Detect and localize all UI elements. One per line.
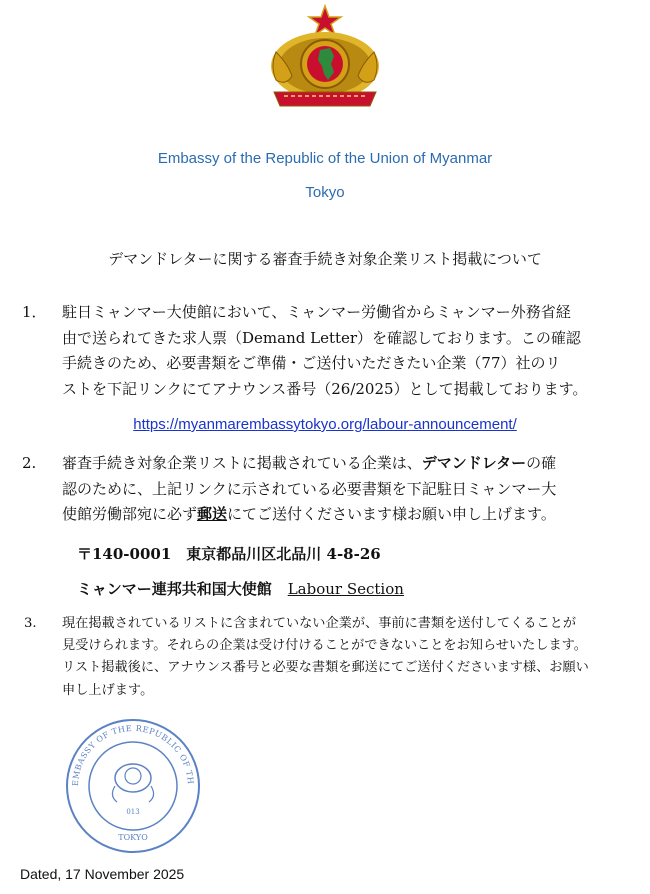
text-run: 審査手続き対象企業リストに掲載されている企業は、 [62, 454, 422, 472]
paragraph-line: 現在掲載されているリストに含まれていない企業が、事前に書類を送付してくることが [62, 616, 577, 631]
announcement-link[interactable]: https://myanmarembassytokyo.org/labour-announcement/ [133, 416, 517, 433]
text-run: の確 [526, 454, 557, 472]
official-stamp-icon [58, 714, 208, 854]
state-seal-icon [260, 0, 390, 128]
text-run: 使館労働部宛に必ず [62, 505, 198, 523]
paragraph-line: 由で送られてきた求人票（Demand Letter）を確認しております。この確認 [62, 328, 581, 347]
state-emblem [260, 0, 390, 128]
paragraph-line: 認のために、上記リンクに示されている必要書類を下記駐日ミャンマー大 [62, 479, 557, 498]
paragraph-number: 1． [22, 303, 47, 321]
embassy-city: Tokyo [305, 184, 345, 201]
emphasis-text: デマンドレター [421, 454, 527, 472]
paragraph-1 [22, 300, 637, 402]
paragraph-line: 駐日ミャンマー大使館において、ミャンマー労働省からミャンマー外務省経 [62, 303, 571, 321]
text-run: にてご送付くださいます様お願い申し上げます。 [227, 505, 556, 523]
document-date: Dated, 17 November 2025 [20, 866, 185, 882]
paragraph-line: 見受けられます。それらの企業は受け付けることができないことをお知らせいたします。 [62, 638, 587, 654]
paragraph-line: 手続きのため、必要書類をご準備・ご送付いただきたい企業（77）社のリ [62, 354, 561, 372]
paragraph-2 [22, 451, 637, 528]
paragraph-line: ストを下記リンクにてアナウンス番号（26/2025）として掲載しております。 [62, 379, 588, 398]
stamp-city-text: TOKYO [118, 833, 148, 842]
paragraph-line: 申し上げます。 [62, 682, 154, 698]
embassy-stamp [58, 714, 208, 854]
paragraph-number: 3. [24, 616, 37, 631]
stamp-code: 013 [126, 808, 140, 816]
document-heading: デマンドレターに関する審査手続き対象企業リスト掲載について [108, 250, 542, 268]
stamp-ring-text: EMBASSY OF THE REPUBLIC OF TH [70, 723, 196, 787]
paragraph-3 [24, 613, 637, 702]
embassy-title: Embassy of the Republic of the Union of Myanmar [157, 150, 493, 167]
emphasis-text: 郵送 [197, 505, 228, 523]
recipient-line [77, 578, 404, 599]
postal-address: 〒140-0001 東京都品川区北品川 4-8-26 [77, 545, 381, 563]
recipient-name: ミャンマー連邦共和国大使館 [77, 580, 272, 598]
section-name: Labour Section [287, 580, 404, 598]
paragraph-number: 2. [22, 454, 37, 472]
paragraph-line [62, 502, 637, 528]
paragraph-line: リスト掲載後に、アナウンス番号と必要な書類を郵送にてご送付くださいます様、お願い [62, 660, 589, 676]
paragraph-line [62, 451, 637, 477]
